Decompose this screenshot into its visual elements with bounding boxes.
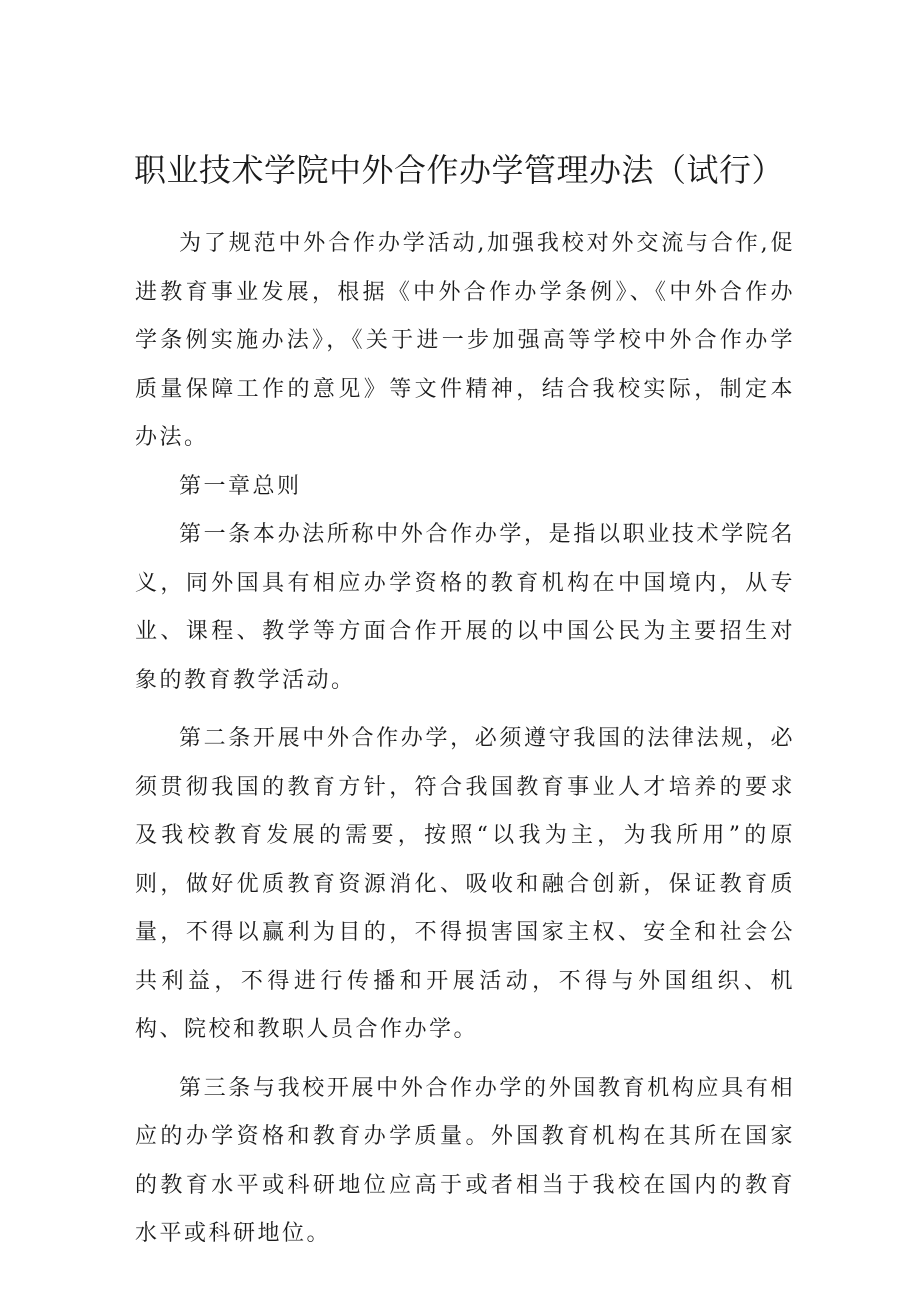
paragraph-article-3: 第三条与我校开展中外合作办学的外国教育机构应具有相应的办学资格和教育办学质量。外国教育机构在其所在国家的教育水平或科研地位应高于或者相当于我校在国内的教育水平或科研地位。 bbox=[135, 1075, 795, 1246]
document-title: 职业技术学院中外合作办学管理办法（试行） bbox=[134, 151, 785, 189]
document-body bbox=[135, 220, 795, 1259]
paragraph-article-2: 第二条开展中外合作办学，必须遵守我国的法律法规，必须贯彻我国的教育方针，符合我国教育事业人才培养的要求及我校教育发展的需要，按照“以我为主，为我所用”的原则，做好优质教育资源消化、吸收和融合创新，保证教育质量，不得以赢利为目的，不得损害国家主权、安全和社会公共利益，不得进行传播和开展活动，不得与外国组织、机构、院校和教职人员合作办学。 bbox=[135, 726, 795, 1042]
chapter-heading: 第一章总则 bbox=[179, 473, 302, 499]
paragraph-article-1: 第一条本办法所称中外合作办学，是指以职业技术学院名义，同外国具有相应办学资格的教育机构在中国境内，从专业、课程、教学等方面合作开展的以中国公民为主要招生对象的教育教学活动。 bbox=[135, 522, 795, 693]
paragraph-preamble: 为了规范中外合作办学活动,加强我校对外交流与合作,促进教育事业发展，根据《中外合作办学条例》、《中外合作办学条例实施办法》，《关于进一步加强高等学校中外合作办学质量保障工作的意见》等文件精神，结合我校实际，制定本办法。 bbox=[135, 231, 795, 450]
